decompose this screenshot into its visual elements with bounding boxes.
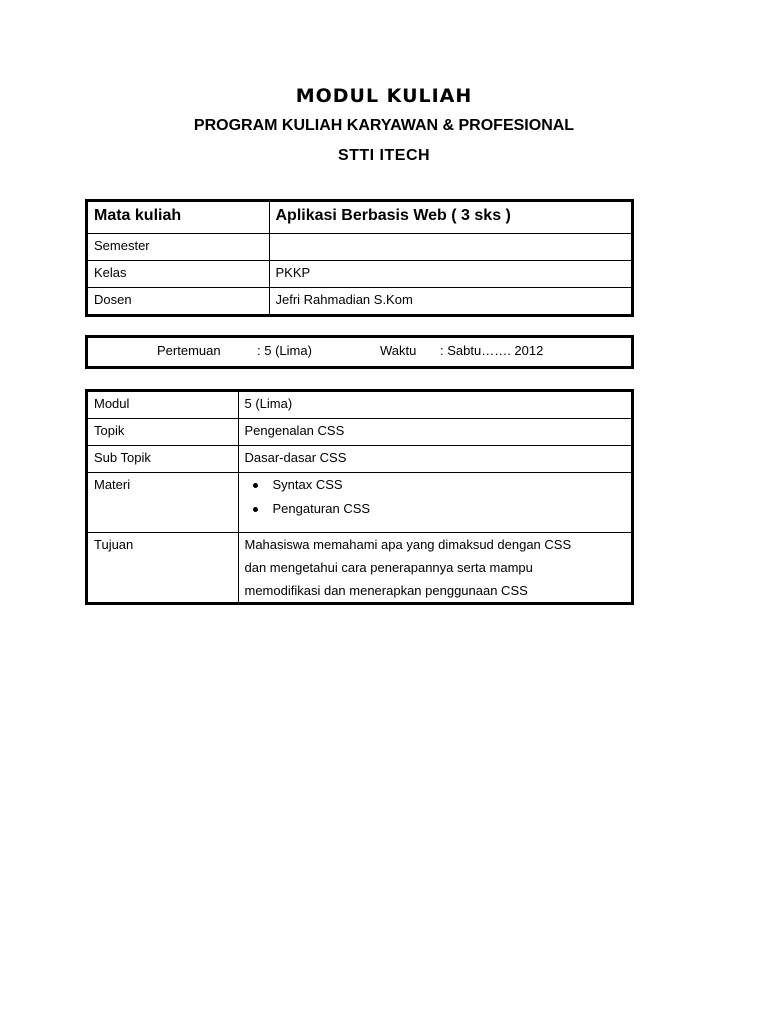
- document-title: MODUL KULIAH: [295, 85, 473, 107]
- table-row: [88, 261, 631, 288]
- list-item: Pengaturan CSS: [273, 497, 626, 521]
- tujuan-line: dan mengetahui cara penerapannya serta mampu: [244, 560, 533, 575]
- meeting-info-box: [85, 335, 634, 369]
- materi-label: Materi: [88, 473, 238, 533]
- tujuan-label: Tujuan: [88, 533, 238, 603]
- subtopik-value: Dasar-dasar CSS: [238, 446, 631, 473]
- pertemuan-value: : 5 (Lima): [257, 343, 312, 358]
- semester-label: Semester: [88, 234, 269, 261]
- kelas-label: Kelas: [88, 261, 269, 288]
- topik-label: Topik: [88, 419, 238, 446]
- mata-kuliah-value: Aplikasi Berbasis Web ( 3 sks ): [269, 202, 631, 234]
- pertemuan-label: Pertemuan: [157, 343, 221, 358]
- materi-value: [238, 473, 631, 533]
- modul-label: Modul: [88, 392, 238, 419]
- course-info-table: [85, 199, 634, 317]
- list-item: Syntax CSS: [273, 473, 626, 497]
- institution-name: STTI ITECH: [337, 147, 431, 164]
- subtopik-label: Sub Topik: [88, 446, 238, 473]
- table-row: [88, 446, 631, 473]
- waktu-value: : Sabtu……. 2012: [440, 343, 544, 358]
- bullet-icon: [253, 483, 258, 488]
- table-row: [88, 533, 631, 603]
- table-row: [88, 288, 631, 315]
- module-info-table: [85, 389, 634, 605]
- table-row: [88, 419, 631, 446]
- dosen-value: Jefri Rahmadian S.Kom: [269, 288, 631, 315]
- tujuan-line: Mahasiswa memahami apa yang dimaksud dengan CSS: [244, 537, 572, 552]
- mata-kuliah-label: Mata kuliah: [88, 202, 269, 234]
- semester-value: [269, 234, 631, 261]
- modul-value: 5 (Lima): [238, 392, 631, 419]
- topik-value: Pengenalan CSS: [238, 419, 631, 446]
- dosen-label: Dosen: [88, 288, 269, 315]
- table-row: [88, 392, 631, 419]
- bullet-icon: [253, 507, 258, 512]
- table-row: [88, 473, 631, 533]
- materi-list: [245, 473, 626, 521]
- kelas-value: PKKP: [269, 261, 631, 288]
- waktu-label: Waktu: [380, 343, 417, 358]
- table-row: [88, 234, 631, 261]
- tujuan-value: [238, 533, 631, 603]
- tujuan-line: memodifikasi dan menerapkan penggunaan CSS: [244, 583, 528, 598]
- table-row: [88, 202, 631, 234]
- program-subtitle: PROGRAM KULIAH KARYAWAN & PROFESIONAL: [193, 117, 575, 134]
